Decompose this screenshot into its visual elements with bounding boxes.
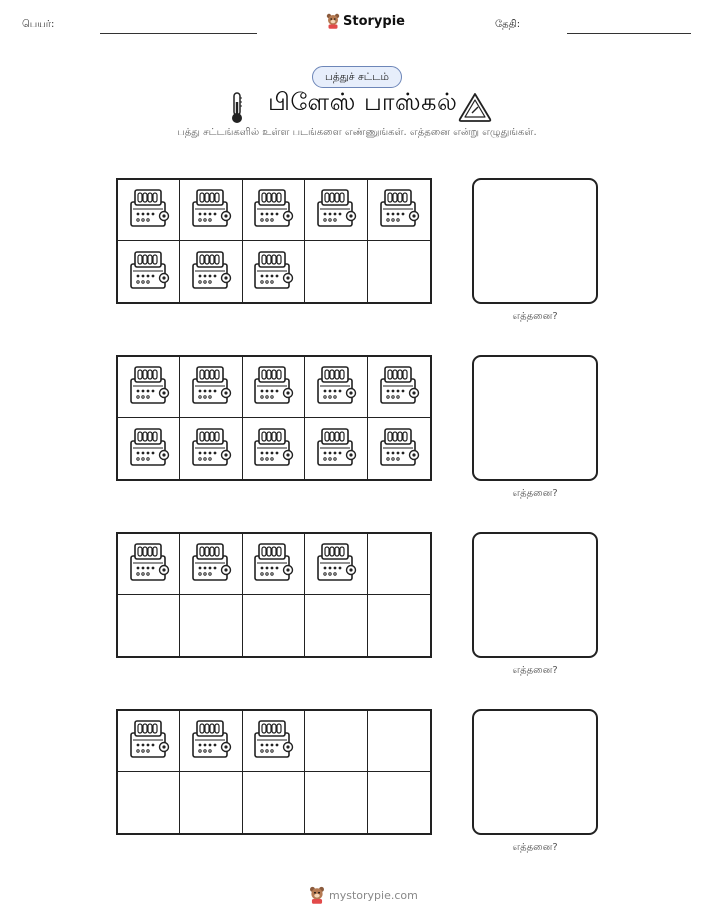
pascaline-calculator-icon <box>189 187 233 233</box>
page-title: பிளேஸ் பாஸ்கல் <box>268 88 458 116</box>
pascaline-calculator-icon <box>377 426 421 472</box>
worksheet-tag <box>312 66 402 88</box>
answer-box[interactable] <box>472 709 598 835</box>
ten-frame-cell <box>118 241 180 302</box>
ten-frame-cell <box>368 772 430 833</box>
ten-frame-cell <box>305 180 367 241</box>
ten-frame-cell <box>305 357 367 418</box>
ten-frame-cell <box>305 418 367 479</box>
answer-label: எத்தனை? <box>512 488 558 499</box>
ten-frame-cell <box>243 534 305 595</box>
answer-box[interactable] <box>472 178 598 304</box>
bear-mascot-icon <box>326 13 340 29</box>
ten-frame <box>116 532 432 658</box>
ten-frame-cell <box>180 241 242 302</box>
date-label: தேதி: <box>495 19 521 30</box>
ten-frame-cell <box>305 772 367 833</box>
answer-label: எத்தனை? <box>512 311 558 322</box>
ten-frame-cell <box>118 418 180 479</box>
worksheet-tag-label: பத்துச் சட்டம் <box>325 70 389 83</box>
ten-frame-cell <box>118 711 180 772</box>
ten-frame-cell <box>368 595 430 656</box>
pascaline-calculator-icon <box>314 187 358 233</box>
ten-frame <box>116 178 432 304</box>
pascaline-calculator-icon <box>189 718 233 764</box>
pascaline-calculator-icon <box>377 364 421 410</box>
ten-frame-cell <box>243 595 305 656</box>
pascaline-calculator-icon <box>127 426 171 472</box>
name-label: பெயர்: <box>22 19 55 30</box>
footer-link[interactable]: mystorypie.com <box>329 888 418 902</box>
ten-frame-cell <box>305 534 367 595</box>
pascaline-calculator-icon <box>251 187 295 233</box>
name-field[interactable] <box>100 33 257 34</box>
pascaline-calculator-icon <box>251 426 295 472</box>
pascaline-calculator-icon <box>189 541 233 587</box>
date-field[interactable] <box>567 33 691 34</box>
ten-frame-cell <box>243 711 305 772</box>
pascaline-calculator-icon <box>251 718 295 764</box>
pascaline-calculator-icon <box>127 541 171 587</box>
ten-frame-cell <box>118 180 180 241</box>
ten-frame-cell <box>368 711 430 772</box>
footer <box>309 886 418 904</box>
pascaline-calculator-icon <box>127 364 171 410</box>
ten-frame-cell <box>243 357 305 418</box>
pascaline-calculator-icon <box>189 426 233 472</box>
ten-frame-cell <box>305 241 367 302</box>
answer-box[interactable] <box>472 532 598 658</box>
ten-frame-cell <box>118 772 180 833</box>
pascaline-calculator-icon <box>251 249 295 295</box>
pascaline-calculator-icon <box>251 364 295 410</box>
ten-frame-cell <box>368 534 430 595</box>
pascaline-calculator-icon <box>127 718 171 764</box>
ten-frame-cell <box>368 357 430 418</box>
ten-frame-cell <box>180 534 242 595</box>
pascaline-calculator-icon <box>314 541 358 587</box>
ten-frame-cell <box>243 418 305 479</box>
ten-frame-cell <box>243 241 305 302</box>
ten-frame-cell <box>180 711 242 772</box>
title-row <box>0 86 714 126</box>
ten-frame-cell <box>368 180 430 241</box>
pascaline-calculator-icon <box>251 541 295 587</box>
pascaline-calculator-icon <box>314 364 358 410</box>
ten-frame-cell <box>305 711 367 772</box>
ten-frame <box>116 355 432 481</box>
ten-frame-cell <box>118 595 180 656</box>
pascaline-calculator-icon <box>127 187 171 233</box>
brand-name: Storypie <box>343 13 405 29</box>
ten-frame <box>116 709 432 835</box>
pascaline-calculator-icon <box>189 249 233 295</box>
ten-frame-cell <box>180 772 242 833</box>
instructions: பத்து சட்டங்களில் உள்ள படங்களை எண்ணுங்கள். எத்தனை என்று எழுதுங்கள். <box>177 127 537 138</box>
ten-frame-cell <box>180 418 242 479</box>
answer-box[interactable] <box>472 355 598 481</box>
ten-frame-cell <box>118 534 180 595</box>
pascaline-calculator-icon <box>127 249 171 295</box>
answer-label: எத்தனை? <box>512 665 558 676</box>
ten-frame-cell <box>305 595 367 656</box>
answer-label: எத்தனை? <box>512 842 558 853</box>
ten-frame-cell <box>243 180 305 241</box>
warning-triangle-icon <box>458 92 492 122</box>
ten-frame-cell <box>180 180 242 241</box>
brand-logo <box>326 13 405 29</box>
ten-frame-cell <box>180 357 242 418</box>
ten-frame-cell <box>368 241 430 302</box>
ten-frame-cell <box>243 772 305 833</box>
ten-frame-cell <box>180 595 242 656</box>
pascaline-calculator-icon <box>189 364 233 410</box>
bear-mascot-icon <box>309 886 325 904</box>
ten-frame-cell <box>368 418 430 479</box>
thermometer-icon <box>230 92 244 124</box>
ten-frame-cell <box>118 357 180 418</box>
pascaline-calculator-icon <box>377 187 421 233</box>
pascaline-calculator-icon <box>314 426 358 472</box>
